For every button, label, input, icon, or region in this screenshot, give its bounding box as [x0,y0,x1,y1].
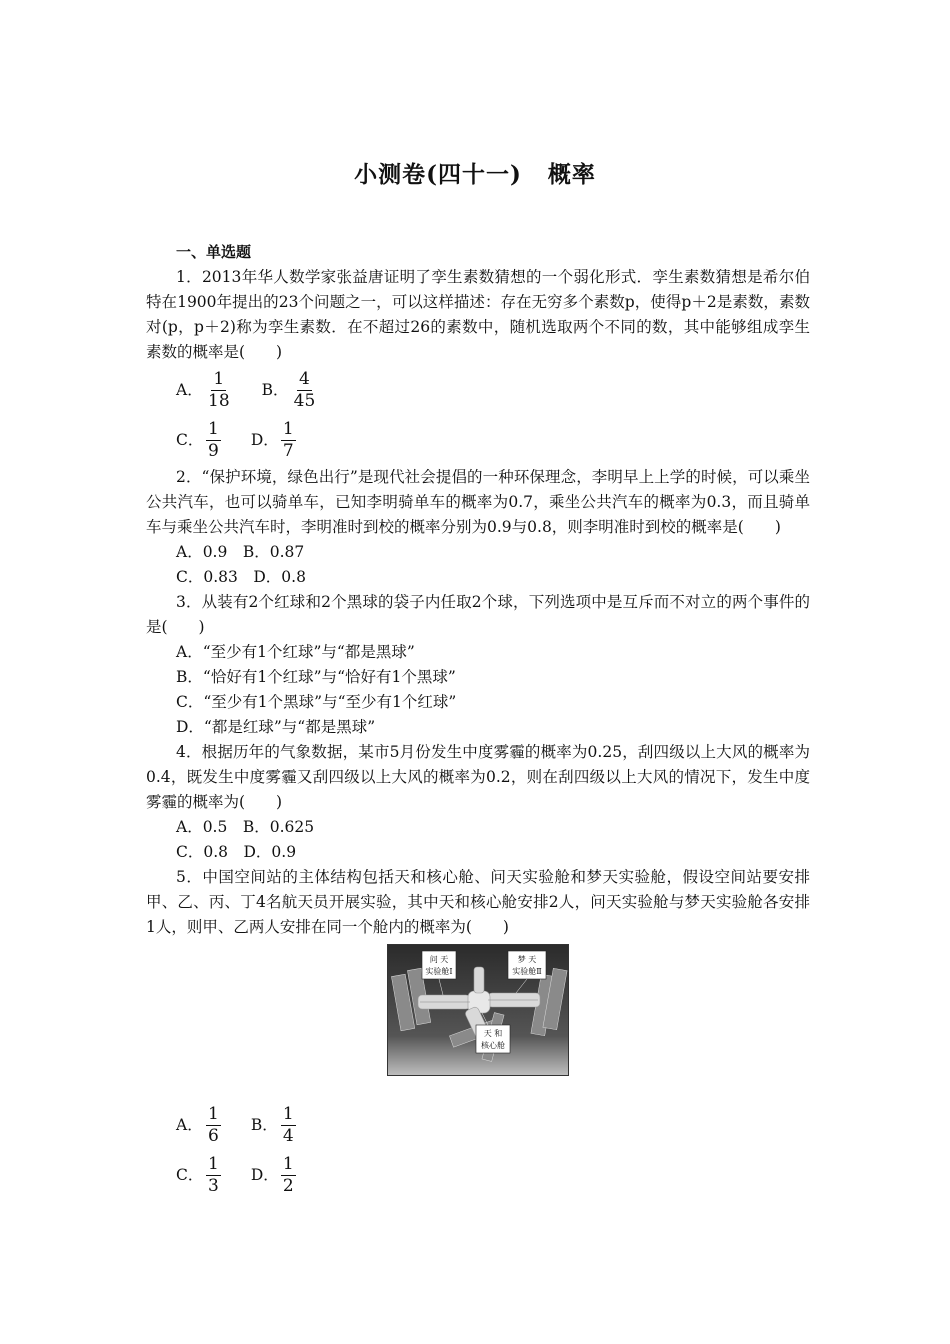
option-label: D． [250,430,279,449]
space-station-illustration [387,944,569,1076]
fraction: $\frac{1}{4}$ [282,1103,294,1146]
space-station-figure [146,944,810,1076]
option-label: A． [176,380,203,399]
question-4-text: 4．根据历年的气象数据，某市5月份发生中度雾霾的概率为0.25，刮四级以上大风的概率为0.4，既发生中度雾霾又刮四级以上大风的概率为0.2，则在刮四级以上大风的情况下，发生中度雾霾的概率为( ) [146,743,810,811]
question-2-options-cd: C．0.83 D．0.8 [176,568,306,586]
question-3-option-d: D．“都是红球”与“都是黑球” [176,718,376,736]
question-list [146,240,810,1200]
question-2-text: 2．“保护环境，绿色出行”是现代社会提倡的一种环保理念，李明早上上学的时候，可以乘坐公共汽车，也可以骑单车，已知李明骑单车的概率为0.7，乘坐公共汽车的概率为0.3，而且骑单车与乘坐公共汽车时，李明准时到校的概率分别为0.9与0.8，则李明准时到校的概率是( ) [146,468,810,536]
question-5-options-cd [146,1150,810,1200]
question-3-text: 3．从装有2个红球和2个黑球的袋子内任取2个球，下列选项中是互斥而不对立的两个事件的是( ) [146,593,810,636]
option-label: D． [250,1165,279,1184]
question-4-options-cd: C．0.8 D．0.9 [176,843,297,861]
option-label: B． [250,1115,278,1134]
question-3-option-c: C．“至少有1个黑球”与“至少有1个红球” [176,693,457,711]
option-label: C． [176,430,204,449]
fraction: $\frac{1}{2}$ [282,1153,294,1196]
label-wentian-line1: 问 天 [429,955,449,964]
page-title [0,156,950,189]
label-wentian-line2: 实验舱Ⅰ [425,967,453,976]
fraction: $\frac{1}{3}$ [208,1153,219,1196]
question-1-options-ab [146,365,810,415]
question-5-text: 5．中国空间站的主体结构包括天和核心舱、问天实验舱和梦天实验舱，假设空间站要安排甲、乙、丙、丁4名航天员开展实验，其中天和核心舱安排2人，问天实验舱与梦天实验舱各安排1人，则甲、乙两人安排在同一个舱内的概率为( ) [146,868,810,936]
label-tianhe-line1: 天 和 [483,1029,503,1038]
question-2-options-ab: A．0.9 B．0.87 [176,543,305,561]
label-tianhe-line2: 核心舱 [481,1041,505,1050]
question-3-option-a: A．“至少有1个红球”与“都是黑球” [176,643,415,661]
label-mengtian-line1: 梦 天 [517,955,537,964]
question-3-option-b: B．“恰好有1个红球”与“恰好有1个黑球” [176,668,456,686]
label-mengtian-line2: 实验舱Ⅱ [512,967,542,976]
question-5-options-ab [146,1100,810,1150]
question-1-text: 1．2013年华人数学家张益唐证明了孪生素数猜想的一个弱化形式．孪生素数猜想是希尔伯特在1900年提出的23个问题之一，可以这样描述：存在无穷多个素数p，使得p＋2是素数，素数对(p，p＋2)称为孪生素数．在不超过26的素数中，随机选取两个不同的数，其中能够组成孪生素数的概率是( ) [146,268,810,361]
question-4-options-ab: A．0.5 B．0.625 [176,818,315,836]
option-label: A． [176,1115,203,1134]
fraction: $\frac{1}{9}$ [208,418,219,461]
question-1-options-cd [146,415,810,465]
fraction: $\frac{1}{7}$ [282,418,294,461]
title-sub: 概率 [547,161,596,188]
fraction: $\frac{1}{6}$ [208,1103,219,1146]
fraction: $\frac{1}{18}$ [208,368,230,411]
section-heading: 一、单选题 [176,243,252,261]
title-main: 小测卷(四十一) [354,161,522,188]
fraction: $\frac{4}{45}$ [293,368,316,411]
option-label: B． [261,380,289,399]
option-label: C． [176,1165,204,1184]
